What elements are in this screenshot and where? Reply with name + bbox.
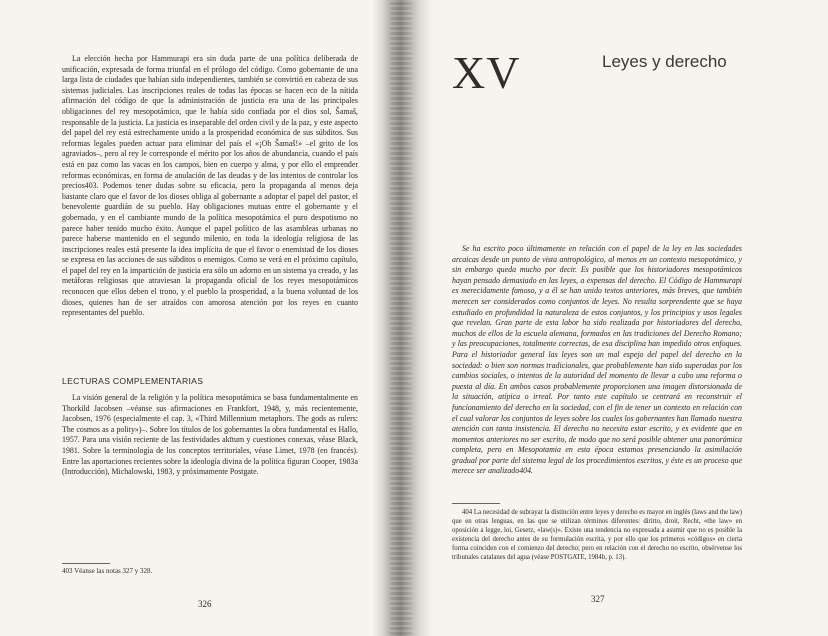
left-page	[0, 0, 396, 636]
left-footnote: 403 Véanse las notas 327 y 328.	[62, 567, 153, 575]
right-page-number: 327	[591, 594, 605, 604]
footnote-rule	[452, 503, 500, 504]
further-reading-heading: LECTURAS COMPLEMENTARIAS	[62, 376, 204, 386]
chapter-intro-text	[452, 244, 742, 477]
right-footnote	[452, 509, 742, 562]
footnote-rule	[62, 563, 110, 564]
chapter-intro-paragraph: Se ha escrito poco últimamente en relación con el papel de la ley en las sociedades arcaicas desde un punto de vista antropológico, al menos en un contexto mesopotámico, y sin embargo queda mucho por decir. Es posible que los historiadores mesopotámicos hayan pensado demasiado en las leyes, a expensas del derecho. El Código de Hammurapi es merecidamente famoso, y a él se han unido textos anteriores, más breves, que también merecen ser considerados como conjuntos de leyes. No resulta sorprendente que se haya estudiado en profundidad la naturaleza de estos conjuntos, y los principios y usos legales que revelan. Gran parte de esta labor ha sido realizada por historiadores del derecho, muchos de ellos de la escuela alemana, formados en las tradiciones del Derecho Romano; y las preocupaciones, totalmente correctas, de esa disciplina han impedido otros enfoques. Para el historiador general las leyes son un mal espejo del papel del derecho en la sociedad: o bien son normas tradicionales, que probablemente han sido superadas por los cambios sociales, o intentos de la autoridad del momento de llevar a cabo una reforma o puesta al día. En ambos casos probablemente proporcionen una imagen distorsionada de la situación, atípica o irreal. Por tanto este capítulo se centrará en reconstruir el funcionamiento del derecho en la sociedad, con el fin de tener un contexto en relación con el cual valorar los conjuntos de leyes sobre los cuales los gobernantes han llamado nuestra atención con tanta insistencia. El derecho no necesita estar escrito, y es evidente que en momentos anteriores no ser escrito, de modo que no será posible obtener una panorámica completa, pero en Mesopotamia en esta época estamos presenciando la asimilación gradual por parte del sistema legal de los procedimientos escritos, y éste es un proceso que merece ser analizado404.	[452, 244, 742, 476]
left-body-text	[62, 54, 358, 319]
left-paragraph: La elección hecha por Hammurapi era sin duda parte de una política deliberada de unificación, expresada de forma triunfal en el prólogo del código. Como gobernante de una larga lista de ciudades que habían sido independientes, también se convirtió en cabeza de sus sistemas judiciales. Las inscripciones reales de todas las épocas se hacen eco de la nítida afirmación del código de que la administración de justicia era una de las principales obligaciones del rey mesopotámico, que le había sido confiada por el dios sol, Šamaš, responsable de la justicia. La justicia es inseparable del orden civil y de la paz, y este aspecto del papel del rey está estrechamente unido a la prosperidad económica de sus súbditos. Sus reformas legales pueden actuar para eliminar del país el «¡Oh Šamaš!» –el grito de los agraviados–, pero al rey le corresponde el mérito por los años de abundancia, cuando el país está en paz como las vacas en los campos, bien en cuerpo y alma, y por ello el emprender reformas económicas, en forma de anulación de las deudas y de los intentos de controlar los precios403. Podemos tener dudas sobre su eficacia, pero la propaganda al menos deja bastante claro que el favor de los dioses obliga al gobernante a adoptar el papel del pastor, el benevolente guardián de su pueblo. Hay obligaciones mutuas entre el gobernante y el gobernado, y en el cambiante mundo de la política mesopotámica el puro despotismo no parece haber tenido mucho éxito. Aunque el papel político de las asambleas urbanas no parece haberse mantenido en el segundo milenio, en toda la ideología religiosa de las inscripciones reales está presente la idea implícita de que el favor o enemistad de los dioses se expresa en las acciones de sus súbditos o enemigos. Como se verá en el próximo capítulo, el papel del rey en la impartición de justicia era sólo un adorno en un sistema ya creado, y las metáforas religiosas que atraviesan la propaganda oficial de los reyes mesopotámicos reconocen que ellos deben el trono, y el pueblo la prosperidad, a la buena voluntad de los dioses, quienes han de ser atraídos con amorosa atención por los reyes en cuanto representantes del pueblo.	[62, 54, 358, 318]
chapter-number: XV	[452, 47, 521, 98]
further-reading-text	[62, 393, 358, 478]
right-footnote-text: 404 La necesidad de subrayar la distinción entre leyes y derecho es mayor en inglés (laws and the law) que en otras lenguas, en las que se utilizan términos diferentes: diritto, droit, Recht, «the law» en oposición a legge, loi, Gesetz, «law(s)». Existe una tendencia no expresada a asumir que no es posible la existencia del derecho antes de su formulación escrita, y por ello que los primeros «códigos» en cierta forma coinciden con el comienzo del derecho; pero en relación con el derecho no escrito, obsérvense los tribunales catalanes del agua (véase POSTGATE, 1984b, p. 13).	[452, 509, 742, 561]
left-page-number: 326	[198, 599, 212, 609]
chapter-title: Leyes y derecho	[602, 52, 727, 71]
further-reading-paragraph: La visión general de la religión y la política mesopotámica se basa fundamentalmente en Thorkild Jacobsen –véanse sus afirmaciones en Frankfort, 1948, y, más recientemente, Jacobsen, 1976 (especialmente el cap. 3, «Third Millennium metaphors. The gods as rulers: The cosmos as a polity»)–. Sobre los títulos de los gobernantes la obra fundamental es Hallo, 1957. Para una visión reciente de las festividades akītum y cuestiones conexas, véase Black, 1981. Sobre la terminología de los conceptos territoriales, véase Limet, 1978 (en francés). Entre las aportaciones recientes sobre la ideología divina de la política figuran Cooper, 1983a (Introducción), Michalowski, 1983, y próximamente Postgate.	[62, 393, 358, 477]
book-gutter	[372, 0, 432, 636]
